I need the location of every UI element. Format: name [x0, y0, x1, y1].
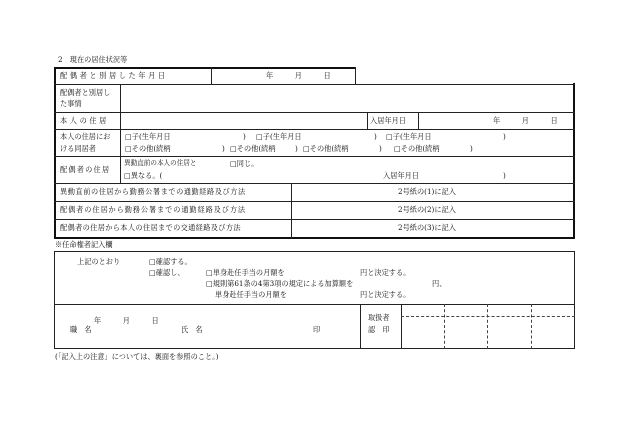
move-in-date-value[interactable]: 年 月 日: [493, 116, 558, 125]
route-value-3: 2号紙の(3)に記入: [398, 223, 456, 232]
different-checkbox[interactable]: □異なる。(: [124, 171, 163, 180]
route-label-2: 配偶者の住居から勤務公署までの通勤経路及び方法: [60, 205, 247, 214]
separation-reason-field[interactable]: [121, 85, 574, 112]
section-title: 2 現在の居住状況等: [58, 55, 128, 64]
same-checkbox[interactable]: □同じ。: [230, 159, 259, 168]
handler-label-2: 認 印: [368, 325, 390, 334]
confirm-and-checkbox[interactable]: □確認し、: [149, 268, 185, 277]
cohabitants-label-1: 本人の住居にお: [60, 132, 111, 141]
route-value-2: 2号紙の(2)に記入: [398, 205, 456, 214]
seal-label: 印: [313, 325, 321, 334]
position-label: 職 名: [70, 325, 92, 334]
footnote: (「記入上の注意」については、裏面を参照のこと。): [55, 352, 219, 361]
child-checkbox-3[interactable]: □子(生年月日: [386, 132, 432, 141]
name-label: 氏 名: [181, 325, 203, 334]
other-checkbox-1[interactable]: □その他(続柄: [125, 144, 171, 153]
allowance-line3: 単身赴任手当の月額を: [215, 290, 287, 299]
other-checkbox-2[interactable]: □その他(続柄: [230, 144, 276, 153]
separation-date-value[interactable]: 年 月 日: [266, 71, 331, 80]
allowance-checkbox[interactable]: □単身赴任手当の月額を: [206, 268, 285, 277]
own-residence-field[interactable]: [121, 113, 367, 129]
spouse-move-in-label: 入居年月日: [383, 171, 419, 180]
other-checkbox-4[interactable]: □その他(続柄: [394, 144, 440, 153]
rule-checkbox[interactable]: □規則第61条の4第3項の規定による加算額を: [206, 279, 354, 288]
other-checkbox-3[interactable]: □その他(続柄: [303, 144, 349, 153]
appointer-box: [54, 251, 575, 349]
move-in-date-label: 入居年月日: [370, 116, 406, 125]
appointer-title: ※任命権者記入欄: [55, 240, 113, 249]
child-checkbox-2[interactable]: □子(生年月日: [256, 132, 302, 141]
handler-label-1: 取扱者: [368, 313, 390, 322]
appointer-intro: 上記のとおり: [77, 257, 121, 266]
route-label-1: 異動直前の住居から勤務公署までの通勤経路及び方法: [60, 187, 246, 196]
separation-reason-label-2: た事情: [60, 99, 82, 108]
child-checkbox-1[interactable]: □子(生年月日: [125, 132, 171, 141]
own-residence-label: 本人の住居: [60, 116, 109, 125]
spouse-residence-text: 異動直前の本人の住居と: [124, 159, 197, 167]
route-label-3: 配偶者の住居から本人の住居までの交通経路及び方法: [60, 223, 241, 232]
spouse-residence-label: 配偶者の住居: [60, 165, 111, 174]
confirm-checkbox[interactable]: □確認する。: [149, 257, 192, 266]
appointer-date[interactable]: 年 月 日: [94, 316, 159, 325]
separation-date-label: 配偶者と別居した年月日: [60, 71, 168, 80]
route-value-1: 2号紙の(1)に記入: [398, 187, 456, 196]
cohabitants-label-2: ける同居者: [60, 144, 96, 153]
separation-reason-label-1: 配偶者と別居し: [60, 88, 111, 97]
